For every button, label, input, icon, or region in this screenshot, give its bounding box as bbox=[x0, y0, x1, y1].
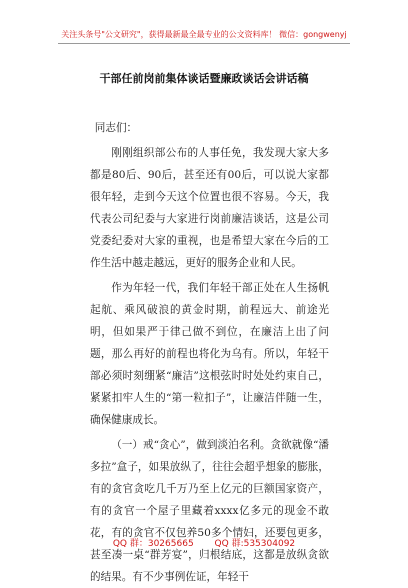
paragraph-3: （一）戒“贪心”，做到淡泊名利。贪欲就像“潘多拉”盒子，如果放纵了，往往会超乎想象的膨胀，有的贪官贪吃几千万乃至上亿元的巨额国家资产，有的贪官一个屋子里藏着xxxx亿多元的现金不敢花，有的贪官不仅包养50多个情妇，还要包更多，甚至凑一桌“群芳宴”，归根结底，这都是放纵贪欲的结果。有不少事例佐证，年轻干 bbox=[90, 439, 329, 583]
header-note: 关注头条号"公文研究"，获得最新最全最专业的公文资料库！ 微信：gongwenyj bbox=[61, 30, 347, 39]
salutation: 同志们： bbox=[94, 122, 138, 134]
document-body bbox=[90, 117, 329, 588]
paragraph-1: 刚刚组织部公布的人事任免，我发现大家大多都是80后、90后，甚至还有00后，可以说大家都很年轻，走到今天这个位置也很不容易。今天，我代表公司纪委与大家进行岗前廉洁谈话，这是公司党委纪委对大家的重视，也是希望大家在今后的工作生活中越走越远，更好的服务企业和人民。 bbox=[90, 147, 329, 269]
footer-qq-group-2: QQ 群:535304092 bbox=[214, 539, 296, 549]
header-divider bbox=[58, 43, 350, 44]
paragraph-2: 作为年轻一代，我们年轻干部正处在人生扬帆起航、乘风破浪的黄金时期，前程远大、前途光明，但如果严于律己做不到位，在廉洁上出了问题，那么再好的前程也将化为乌有。所以，年轻干部必须时刻绷紧“廉洁”这根弦时时处处约束自己，紧紧扣牢人生的“第一粒扣子”，让廉洁伴随一生，确保健康成长。 bbox=[90, 282, 329, 426]
footer-qq-group-1: QQ 群：30265665 bbox=[112, 539, 194, 549]
document-title: 干部任前岗前集体谈话暨廉政谈话会讲话稿 bbox=[99, 72, 309, 85]
footer bbox=[0, 536, 408, 549]
